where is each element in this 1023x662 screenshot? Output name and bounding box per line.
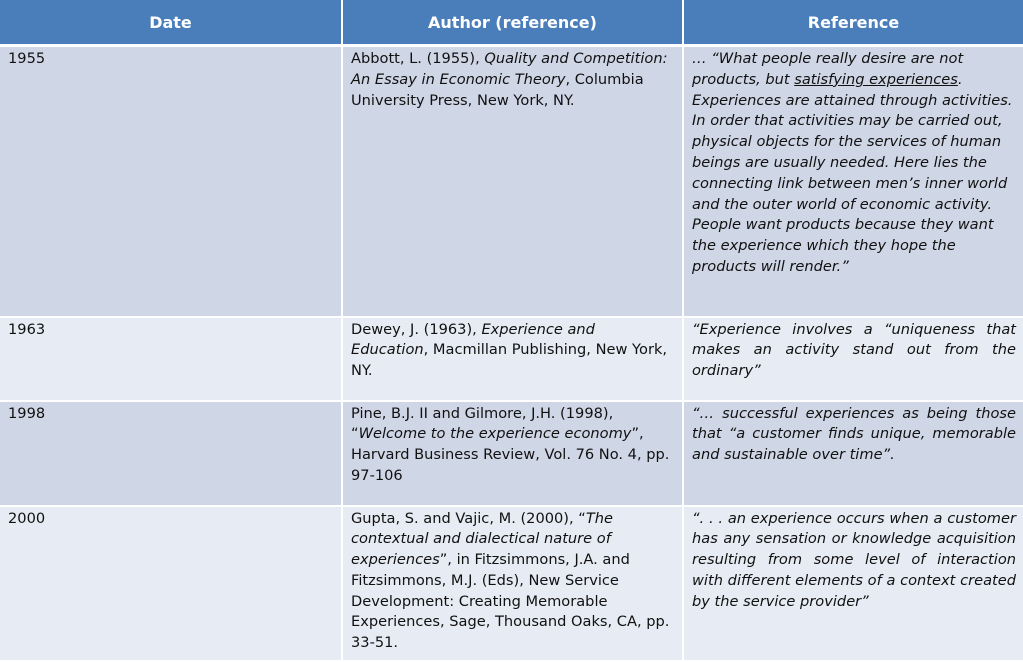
header-row xyxy=(0,0,1023,46)
quote-emphasis: satisfying experiences xyxy=(794,70,958,88)
header-date: Date xyxy=(0,0,342,46)
header-reference: Reference xyxy=(683,0,1023,46)
table-row xyxy=(0,46,1023,317)
reference-cell: “. . . an experience occurs when a customer has any sensation or knowledge acquisition resulting from some level of interaction with different elements of a context created by the service provider” xyxy=(683,506,1023,661)
date-cell: 1998 xyxy=(0,401,342,506)
author-cell xyxy=(342,506,683,661)
table-row xyxy=(0,506,1023,661)
publication-details: ”, in Fitzsimmons, J.A. and Fitzsimmons, M.J. (Eds), New Service Development: Creating Memorable Experiences, Sage, Thousand Oaks, CA, pp. 33-51. xyxy=(351,551,670,652)
reference-cell: “… successful experiences as being those that “a customer finds unique, memorable and sustainable over time”. xyxy=(683,401,1023,506)
table-row xyxy=(0,317,1023,401)
header-author: Author (reference) xyxy=(342,0,683,46)
work-title: Experience and Education xyxy=(351,320,595,359)
work-title: The contextual and dialectical nature of experiences xyxy=(351,509,613,569)
author-name: Pine, B.J. II and Gilmore, J.H. (1998), “ xyxy=(351,404,614,443)
date-cell: 1963 xyxy=(0,317,342,401)
reference-cell xyxy=(683,46,1023,317)
quote-text-continued: . Experiences are attained through activities. In order that activities may be carried out, physical objects for the services of human beings are usually needed. Here lies the connecting link between men’s inner world and the outer world of economic activity. People want products because they want the experience which they hope the products will render.” xyxy=(692,70,1013,275)
reference-cell: “Experience involves a “uniqueness that makes an activity stand out from the ordinary” xyxy=(683,317,1023,401)
publication-details: , Columbia University Press, New York, NY. xyxy=(351,70,644,109)
author-cell xyxy=(342,46,683,317)
author-cell xyxy=(342,401,683,506)
author-name: Gupta, S. and Vajic, M. (2000), “ xyxy=(351,509,586,527)
work-title: Welcome to the experience economy xyxy=(358,425,632,443)
date-cell: 1955 xyxy=(0,46,342,317)
publication-details: , Macmillan Publishing, New York, NY. xyxy=(351,341,668,380)
date-cell: 2000 xyxy=(0,506,342,661)
publication-details: ”, Harvard Business Review, Vol. 76 No. 4, pp. 97-106 xyxy=(351,425,670,484)
quote-text: … “What people really desire are not products, but xyxy=(692,50,964,88)
author-name: Dewey, J. (1963), xyxy=(351,320,482,338)
work-title: Quality and Competition: An Essay in Economic Theory xyxy=(351,50,668,88)
table-row xyxy=(0,401,1023,506)
author-name: Abbott, L. (1955), xyxy=(351,50,485,67)
author-cell xyxy=(342,317,683,401)
